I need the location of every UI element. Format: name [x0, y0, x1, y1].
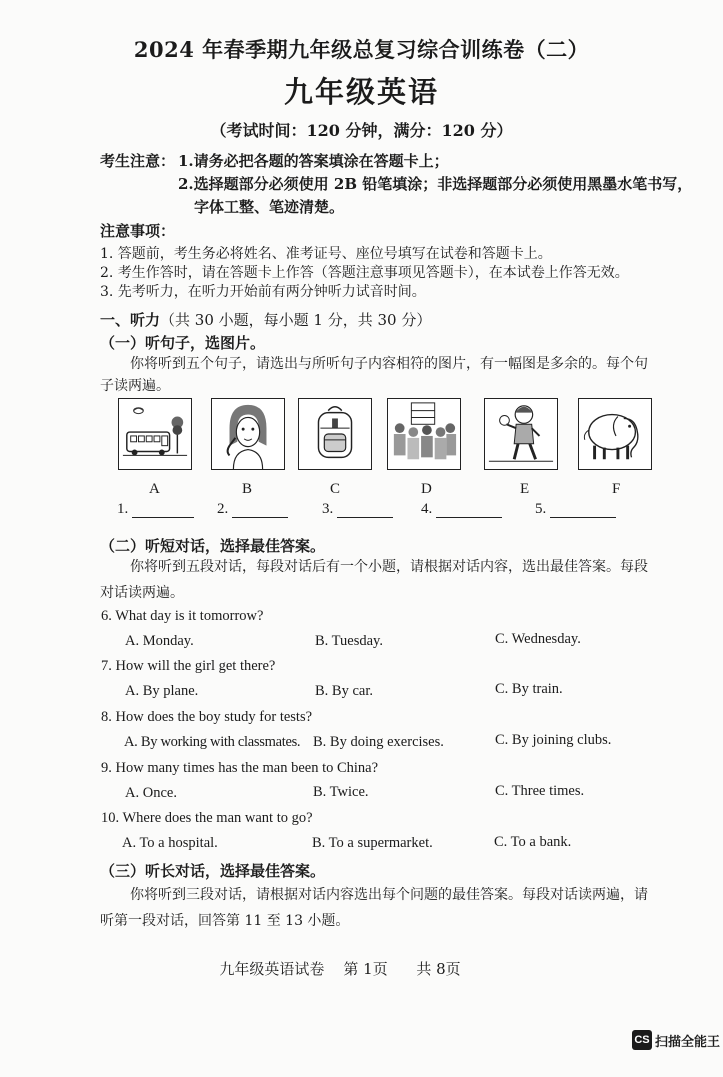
part3-instruction-1: 你将听到三段对话，请根据对话内容选出每个问题的最佳答案。每段对话读两遍，请 — [130, 887, 648, 903]
girl-picture — [211, 398, 285, 470]
part1-instruction-1: 你将听到五个句子，请选出与所听句子内容相符的图片，有一幅图是多余的。每个句 — [130, 356, 648, 372]
answer-blank-label: 2. — [217, 501, 229, 517]
answer-blank-label: 1. — [117, 501, 129, 517]
matters-item-2: 2. 考生作答时，请在答题卡上作答（答题注意事项见答题卡），在本试卷上作答无效。 — [100, 265, 629, 281]
part3-heading: （三）听长对话，选择最佳答案。 — [100, 862, 326, 880]
question-7: 7. How will the girl get there? — [101, 658, 276, 674]
question-6: 6. What day is it tomorrow? — [101, 608, 264, 624]
cs-logo-icon: CS — [632, 1030, 652, 1050]
picture-letter-d: D — [421, 481, 432, 497]
question-7-option-b[interactable]: B. By car. — [315, 683, 373, 699]
part2-instruction-1: 你将听到五段对话，每段对话后有一个小题，请根据对话内容，选出最佳答案。每段 — [130, 559, 648, 575]
answer-blank-label: 5. — [535, 501, 547, 517]
question-9-option-c[interactable]: C. Three times. — [495, 783, 585, 799]
matters-item-1: 1. 答题前，考生务必将姓名、准考证号、座位号填写在试卷和答题卡上。 — [100, 246, 552, 262]
question-7-option-a[interactable]: A. By plane. — [125, 683, 199, 699]
question-6-option-c[interactable]: C. Wednesday. — [495, 631, 581, 647]
notice-line-2: 2.选择题部分必须使用 2B 铅笔填涂；非选择题部分必须使用黑墨水笔书写， — [178, 175, 693, 193]
picture-letter-f: F — [612, 481, 621, 497]
page-footer: 九年级英语试卷 第 1页 共 8页 — [219, 960, 461, 978]
section1-heading: 一、听力 — [100, 311, 161, 329]
part3-instruction-2: 听第一段对话，回答第 11 至 13 小题。 — [100, 913, 350, 929]
question-8-option-c[interactable]: C. By joining clubs. — [495, 732, 612, 748]
part1-instruction-2: 子读两遍。 — [100, 378, 170, 394]
answer-line — [232, 503, 288, 518]
answer-line — [436, 503, 502, 518]
answer-line — [550, 503, 616, 518]
part1-heading: （一）听句子，选图片。 — [100, 334, 266, 352]
picture-letter-a: A — [149, 481, 160, 497]
exam-subject: 九年级英语 — [283, 75, 439, 109]
bus-picture — [118, 398, 192, 470]
question-8-option-b[interactable]: B. By doing exercises. — [313, 734, 444, 750]
answer-blank-3[interactable] — [322, 501, 393, 518]
notice-line-3: 字体工整、笔迹清楚。 — [194, 198, 345, 216]
section1-heading-note: （共 30 小题，每小题 1 分，共 30 分） — [160, 311, 432, 329]
matters-heading: 注意事项： — [100, 222, 176, 240]
picture-letter-c: C — [330, 481, 341, 497]
question-10: 10. Where does the man want to go? — [101, 810, 313, 826]
section1-heading-row — [100, 309, 431, 330]
matters-item-3: 3. 先考听力，在听力开始前有两分钟听力试音时间。 — [100, 284, 426, 300]
picture-letter-e: E — [520, 481, 530, 497]
scanner-watermark — [632, 1030, 720, 1050]
question-7-option-c[interactable]: C. By train. — [495, 681, 563, 697]
watermark-text: 扫描全能王 — [655, 1034, 721, 1050]
question-6-option-b[interactable]: B. Tuesday. — [315, 633, 383, 649]
answer-blank-4[interactable] — [421, 501, 502, 518]
question-8: 8. How does the boy study for tests? — [101, 709, 313, 725]
notice-line-1: 1.请务必把各题的答案填涂在答题卡上； — [178, 152, 449, 170]
answer-blank-label: 3. — [322, 501, 334, 517]
picture-letter-b: B — [242, 481, 253, 497]
part2-instruction-2: 对话读两遍。 — [100, 585, 184, 601]
exam-title: 2024 年春季期九年级总复习综合训练卷（二） — [133, 37, 590, 62]
notice-label: 考生注意： — [100, 152, 176, 170]
answer-blank-2[interactable] — [217, 501, 288, 518]
question-10-option-c[interactable]: C. To a bank. — [494, 834, 572, 850]
crowd-picture — [387, 398, 461, 470]
question-9: 9. How many times has the man been to China? — [101, 760, 379, 776]
question-9-option-a[interactable]: A. Once. — [125, 785, 177, 801]
question-10-option-b[interactable]: B. To a supermarket. — [312, 835, 433, 851]
question-10-option-a[interactable]: A. To a hospital. — [122, 835, 218, 851]
question-9-option-b[interactable]: B. Twice. — [313, 784, 369, 800]
boy-picture — [484, 398, 558, 470]
backpack-picture — [298, 398, 372, 470]
question-8-option-a[interactable]: A. By working with classmates. — [124, 734, 301, 750]
exam-info: （考试时间：120 分钟，满分：120 分） — [210, 121, 513, 140]
answer-blank-5[interactable] — [535, 501, 616, 518]
answer-line — [132, 503, 194, 518]
answer-line — [337, 503, 393, 518]
part2-heading: （二）听短对话，选择最佳答案。 — [100, 537, 326, 555]
elephant-picture — [578, 398, 652, 470]
answer-blank-label: 4. — [421, 501, 433, 517]
answer-blank-1[interactable] — [117, 501, 194, 518]
question-6-option-a[interactable]: A. Monday. — [125, 633, 194, 649]
